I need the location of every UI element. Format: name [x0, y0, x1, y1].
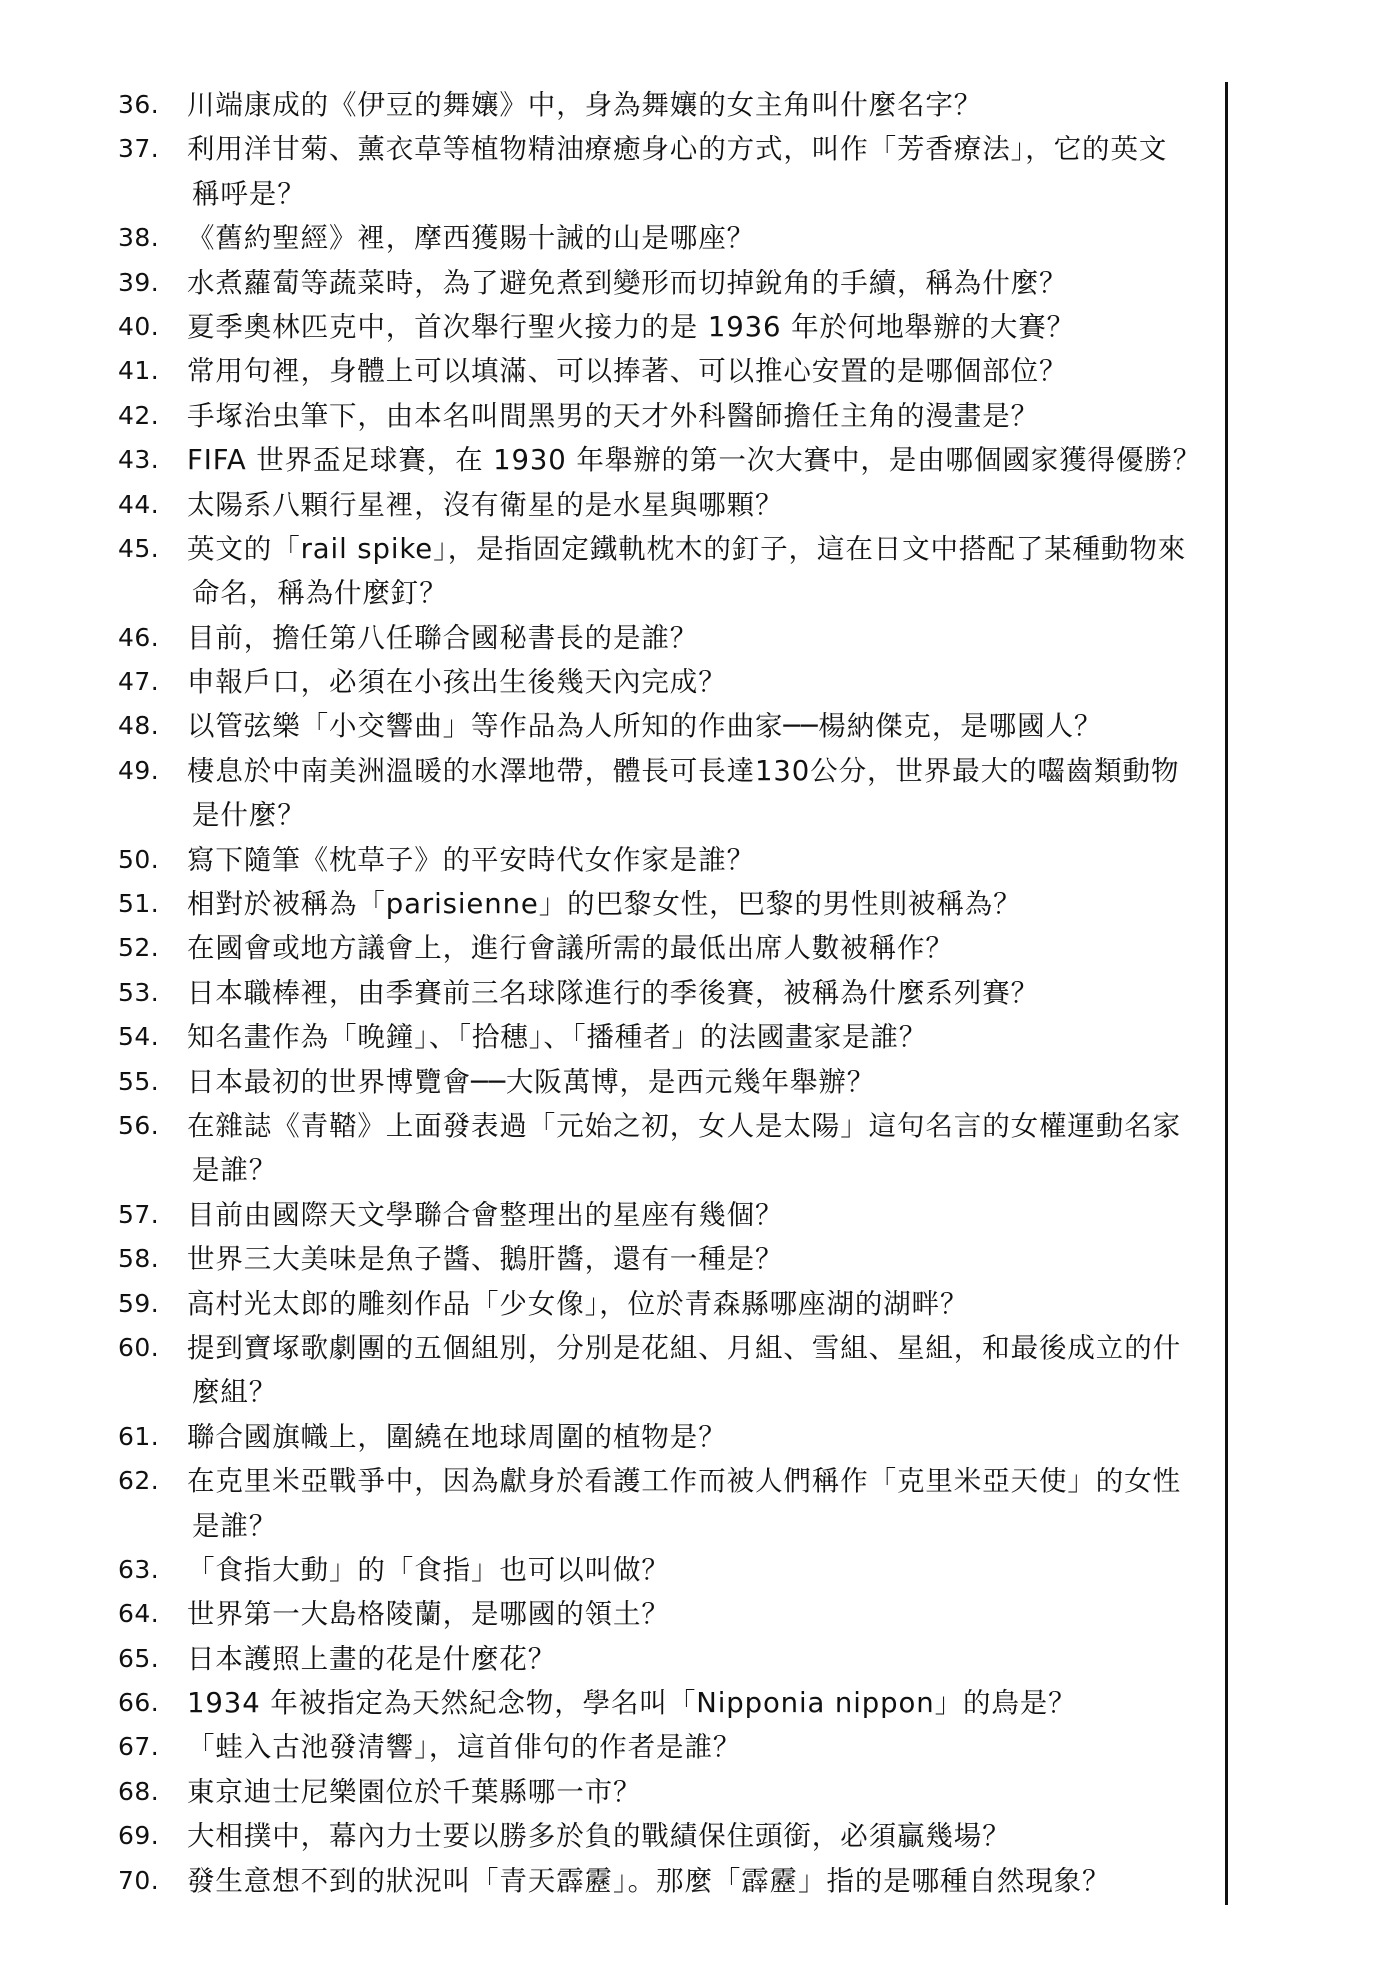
question-text — [187, 1193, 1218, 1237]
question-text-line: 1934 年被指定為天然紀念物，學名叫「Nipponia nippon」的鳥是？ — [187, 1687, 1077, 1720]
question-text-line: 大相撲中，幕內力士要以勝多於負的戰績保住頭銜，必須贏幾場？ — [187, 1820, 1011, 1853]
question-number: 41. — [118, 356, 160, 386]
question-item — [118, 261, 1218, 305]
question-number: 63. — [118, 1554, 160, 1584]
question-item — [118, 1859, 1218, 1903]
question-text-line: 世界三大美味是魚子醬、鵝肝醬，還有一種是？ — [187, 1243, 784, 1276]
question-item — [118, 1060, 1218, 1104]
question-text — [187, 1548, 1218, 1592]
question-text-line: FIFA 世界盃足球賽，在 1930 年舉辦的第一次大賽中，是由哪個國家獲得優勝？ — [187, 444, 1202, 477]
question-text — [187, 1859, 1218, 1903]
question-text — [187, 305, 1218, 349]
question-text-continuation: 是什麼？ — [192, 799, 306, 832]
question-text — [187, 127, 1218, 216]
question-item — [118, 527, 1218, 616]
question-number: 61. — [118, 1421, 160, 1451]
question-item — [118, 882, 1218, 926]
question-text — [187, 216, 1218, 260]
question-text-line: 日本職棒裡，由季賽前三名球隊進行的季後賽，被稱為什麼系列賽？ — [187, 976, 1039, 1009]
question-item — [118, 127, 1218, 216]
question-number: 53. — [118, 977, 160, 1007]
question-text-line: 高村光太郎的雕刻作品「少女像」，位於青森縣哪座湖的湖畔？ — [187, 1287, 969, 1320]
question-number: 42. — [118, 400, 160, 430]
question-item — [118, 704, 1218, 748]
question-text-line: 「蛙入古池發清響」，這首俳句的作者是誰？ — [187, 1731, 742, 1764]
question-item — [118, 83, 1218, 127]
question-item — [118, 1637, 1218, 1681]
question-item — [118, 660, 1218, 704]
question-number: 69. — [118, 1821, 160, 1851]
question-text-line: 目前，擔任第八任聯合國秘書長的是誰？ — [187, 621, 699, 654]
question-number: 37. — [118, 134, 160, 164]
question-text-continuation: 是誰？ — [192, 1509, 278, 1542]
question-text-line: 川端康成的《伊豆的舞孃》中，身為舞孃的女主角叫什麼名字？ — [187, 89, 983, 121]
question-text-line: 《舊約聖經》裡，摩西獲賜十誡的山是哪座？ — [187, 222, 755, 255]
question-item — [118, 1548, 1218, 1592]
question-text — [187, 349, 1218, 393]
question-text — [187, 749, 1218, 838]
question-number: 58. — [118, 1244, 160, 1274]
question-text-line: 世界第一大島格陵蘭，是哪國的領土？ — [187, 1598, 670, 1631]
question-number: 59. — [118, 1288, 160, 1318]
question-number: 62. — [118, 1466, 160, 1496]
question-text-line: 寫下隨筆《枕草子》的平安時代女作家是誰？ — [187, 843, 755, 876]
question-item — [118, 1193, 1218, 1237]
question-item — [118, 616, 1218, 660]
question-text — [187, 660, 1218, 704]
question-text-line: 夏季奧林匹克中，首次舉行聖火接力的是 1936 年於何地舉辦的大賽？ — [187, 310, 1076, 343]
question-item — [118, 1237, 1218, 1281]
question-text-line: 知名畫作為「晚鐘」、「拾穗」、「播種者」的法國畫家是誰？ — [187, 1021, 928, 1054]
question-item — [118, 838, 1218, 882]
question-text-line: 太陽系八顆行星裡，沒有衛星的是水星與哪顆？ — [187, 488, 784, 521]
margin-rule-line — [1225, 82, 1228, 1905]
question-text-continuation: 命名，稱為什麼釘？ — [192, 577, 448, 610]
question-text-line: 日本護照上畫的花是什麼花？ — [187, 1642, 557, 1675]
question-text-line: 利用洋甘菊、薰衣草等植物精油療癒身心的方式，叫作「芳香療法」，它的英文 — [187, 133, 1168, 166]
question-text — [187, 1459, 1218, 1548]
question-number: 51. — [118, 889, 160, 919]
question-number: 70. — [118, 1865, 160, 1895]
question-text — [187, 261, 1218, 305]
question-text-line: 以管弦樂「小交響曲」等作品為人所知的作曲家──楊納傑克，是哪國人？ — [187, 710, 1103, 743]
question-text-line: 相對於被稱為「parisienne」的巴黎女性，巴黎的男性則被稱為？ — [187, 888, 1022, 921]
question-item — [118, 349, 1218, 393]
question-item — [118, 1814, 1218, 1858]
question-item — [118, 926, 1218, 970]
question-item — [118, 216, 1218, 260]
question-number: 67. — [118, 1732, 160, 1762]
question-item — [118, 1282, 1218, 1326]
question-number: 46. — [118, 622, 160, 652]
question-number: 47. — [118, 667, 160, 697]
question-text-continuation: 麼組？ — [192, 1376, 278, 1409]
question-text-line: 申報戶口，必須在小孩出生後幾天內完成？ — [187, 666, 727, 699]
question-text — [187, 704, 1218, 748]
question-text — [187, 1770, 1218, 1814]
question-item — [118, 1104, 1218, 1193]
question-item — [118, 971, 1218, 1015]
question-text-line: 日本最初的世界博覽會──大阪萬博，是西元幾年舉辦？ — [187, 1065, 876, 1098]
question-text — [187, 971, 1218, 1015]
question-number: 39. — [118, 267, 160, 297]
question-number: 54. — [118, 1022, 160, 1052]
question-text — [187, 83, 1218, 127]
question-text — [187, 882, 1218, 926]
question-text-line: 棲息於中南美洲溫暖的水澤地帶，體長可長達130公分，世界最大的囓齒類動物 — [187, 754, 1180, 787]
question-text — [187, 1282, 1218, 1326]
question-number: 60. — [118, 1332, 160, 1362]
question-number: 45. — [118, 533, 160, 563]
question-item — [118, 1681, 1218, 1725]
question-text — [187, 1814, 1218, 1858]
question-text-line: 聯合國旗幟上，圍繞在地球周圍的植物是？ — [187, 1420, 727, 1453]
question-text-line: 「食指大動」的「食指」也可以叫做？ — [187, 1553, 670, 1586]
question-text — [187, 527, 1218, 616]
question-text-line: 提到寶塚歌劇團的五個組別，分別是花組、月組、雪組、星組，和最後成立的什 — [187, 1331, 1181, 1364]
question-item — [118, 483, 1218, 527]
question-number: 64. — [118, 1599, 160, 1629]
question-text — [187, 1060, 1218, 1104]
question-number: 36. — [118, 90, 160, 119]
question-item — [118, 1770, 1218, 1814]
question-number: 57. — [118, 1199, 160, 1229]
question-number: 44. — [118, 489, 160, 519]
question-text-continuation: 是誰？ — [192, 1154, 278, 1187]
question-text-line: 在雜誌《青鞜》上面發表過「元始之初，女人是太陽」這句名言的女權運動名家 — [187, 1109, 1181, 1142]
question-item — [118, 1592, 1218, 1636]
question-text-line: 在克里米亞戰爭中，因為獻身於看護工作而被人們稱作「克里米亞天使」的女性 — [187, 1465, 1181, 1498]
question-item — [118, 1415, 1218, 1459]
question-text — [187, 438, 1218, 482]
question-text-line: 在國會或地方議會上，進行會議所需的最低出席人數被稱作？ — [187, 932, 954, 965]
question-number: 52. — [118, 933, 160, 963]
question-item — [118, 305, 1218, 349]
question-text — [187, 1326, 1218, 1415]
question-text-line: 發生意想不到的狀況叫「青天霹靂」。那麼「霹靂」指的是哪種自然現象？ — [187, 1864, 1111, 1897]
question-number: 65. — [118, 1643, 160, 1673]
question-number: 68. — [118, 1776, 160, 1806]
question-item — [118, 1015, 1218, 1059]
question-text — [187, 926, 1218, 970]
question-text-line: 東京迪士尼樂園位於千葉縣哪一市？ — [187, 1775, 642, 1808]
question-text — [187, 1015, 1218, 1059]
question-item — [118, 438, 1218, 482]
question-list — [118, 83, 1218, 1903]
question-item — [118, 1725, 1218, 1769]
question-text — [187, 1237, 1218, 1281]
question-text — [187, 1637, 1218, 1681]
question-text — [187, 838, 1218, 882]
question-text — [187, 1104, 1218, 1193]
question-number: 56. — [118, 1110, 160, 1140]
question-text — [187, 1592, 1218, 1636]
question-number: 43. — [118, 445, 160, 475]
question-number: 49. — [118, 755, 160, 785]
question-item — [118, 749, 1218, 838]
question-text-line: 目前由國際天文學聯合會整理出的星座有幾個？ — [187, 1198, 784, 1231]
question-number: 48. — [118, 711, 160, 741]
question-text — [187, 1725, 1218, 1769]
question-text-line: 手塚治虫筆下，由本名叫間黑男的天才外科醫師擔任主角的漫畫是？ — [187, 399, 1039, 432]
question-text — [187, 394, 1218, 438]
question-number: 55. — [118, 1066, 160, 1096]
question-item — [118, 1326, 1218, 1415]
question-number: 50. — [118, 844, 160, 874]
question-item — [118, 1459, 1218, 1548]
question-text — [187, 1681, 1218, 1725]
question-number: 66. — [118, 1688, 160, 1718]
question-text — [187, 616, 1218, 660]
question-item — [118, 394, 1218, 438]
question-number: 40. — [118, 311, 160, 341]
question-text-line: 水煮蘿蔔等蔬菜時，為了避免煮到變形而切掉銳角的手續，稱為什麼？ — [187, 266, 1068, 299]
question-number: 38. — [118, 223, 160, 253]
question-text-continuation: 稱呼是？ — [192, 177, 306, 210]
question-text-line: 常用句裡，身體上可以填滿、可以捧著、可以推心安置的是哪個部位？ — [187, 355, 1068, 388]
question-text-line: 英文的「rail spike」，是指固定鐵軌枕木的釘子，這在日文中搭配了某種動物來 — [187, 532, 1187, 565]
question-text — [187, 483, 1218, 527]
question-text — [187, 1415, 1218, 1459]
